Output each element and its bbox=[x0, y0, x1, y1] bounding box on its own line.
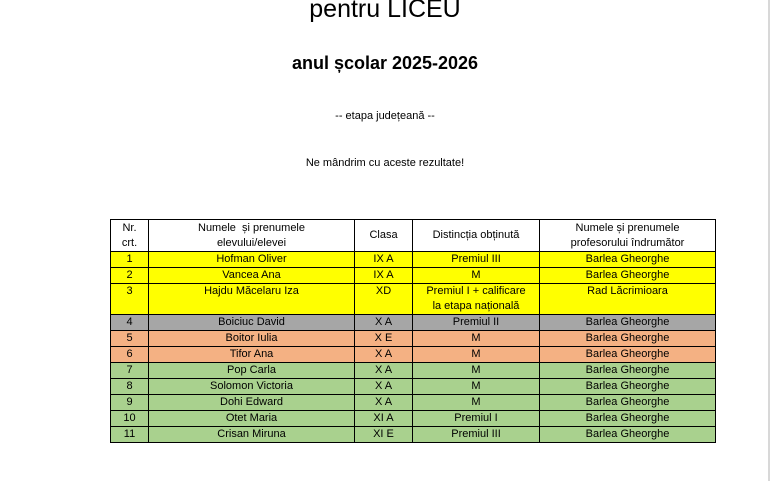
distinction-line: Premiul III bbox=[451, 253, 501, 265]
cell-student-name: Crisan Miruna bbox=[149, 427, 355, 443]
cell-distinction bbox=[413, 395, 540, 411]
cell-class: X A bbox=[355, 395, 413, 411]
table-row bbox=[111, 252, 716, 268]
cell-student-name: Solomon Victoria bbox=[149, 379, 355, 395]
results-body bbox=[111, 252, 716, 443]
cell-student-name: Pop Carla bbox=[149, 363, 355, 379]
cell-class: XD bbox=[355, 284, 413, 315]
results-table bbox=[110, 219, 716, 443]
cell-nr: 3 bbox=[111, 284, 149, 315]
cell-student-name: Boitor Iulia bbox=[149, 331, 355, 347]
stage-label: -- etapa județeană -- bbox=[335, 110, 435, 122]
cell-student-name: Otet Maria bbox=[149, 411, 355, 427]
cell-class: X A bbox=[355, 347, 413, 363]
header-nr-line-2: crt. bbox=[121, 236, 138, 249]
cell-nr: 8 bbox=[111, 379, 149, 395]
cell-teacher: Barlea Gheorghe bbox=[540, 363, 716, 379]
cell-distinction bbox=[413, 347, 540, 363]
cell-distinction bbox=[413, 252, 540, 268]
header-student-line-2: elevului/elevei bbox=[216, 236, 287, 249]
cell-distinction bbox=[413, 268, 540, 284]
table-row bbox=[111, 331, 716, 347]
cell-nr: 6 bbox=[111, 347, 149, 363]
cell-distinction bbox=[413, 331, 540, 347]
cell-student-name: Vancea Ana bbox=[149, 268, 355, 284]
cell-nr: 11 bbox=[111, 427, 149, 443]
cell-distinction bbox=[413, 363, 540, 379]
cell-class: IX A bbox=[355, 268, 413, 284]
cell-teacher: Barlea Gheorghe bbox=[540, 331, 716, 347]
table-row bbox=[111, 379, 716, 395]
distinction-line: Premiul I + calificare bbox=[426, 285, 526, 297]
distinction-line: M bbox=[471, 364, 481, 376]
distinction-line: Premiul III bbox=[451, 428, 501, 440]
cell-distinction bbox=[413, 315, 540, 331]
cell-teacher: Barlea Gheorghe bbox=[540, 268, 716, 284]
distinction-line: M bbox=[471, 269, 481, 281]
cell-teacher: Barlea Gheorghe bbox=[540, 427, 716, 443]
cell-student-name: Dohi Edward bbox=[149, 395, 355, 411]
header-distinction: Distincția obținută bbox=[413, 220, 540, 252]
header-student bbox=[149, 220, 355, 252]
cell-teacher: Barlea Gheorghe bbox=[540, 411, 716, 427]
cell-class: X A bbox=[355, 315, 413, 331]
header-teacher-line-1: Numele și prenumele bbox=[575, 221, 680, 234]
cell-teacher: Barlea Gheorghe bbox=[540, 252, 716, 268]
header-teacher bbox=[540, 220, 716, 252]
cell-nr: 10 bbox=[111, 411, 149, 427]
cell-student-name: Hofman Oliver bbox=[149, 252, 355, 268]
cell-teacher: Barlea Gheorghe bbox=[540, 315, 716, 331]
table-row bbox=[111, 284, 716, 315]
distinction-line: M bbox=[471, 348, 481, 360]
cell-class: X A bbox=[355, 363, 413, 379]
table-row bbox=[111, 347, 716, 363]
table-row bbox=[111, 315, 716, 331]
cell-class: X A bbox=[355, 379, 413, 395]
cell-class: IX A bbox=[355, 252, 413, 268]
cell-class: XI A bbox=[355, 411, 413, 427]
table-header-row bbox=[111, 220, 716, 252]
distinction-line: la etapa națională bbox=[432, 300, 520, 312]
document-title: pentru LICEU bbox=[309, 0, 461, 23]
cell-teacher: Rad Lăcrimioara bbox=[540, 284, 716, 315]
table-row bbox=[111, 411, 716, 427]
cell-teacher: Barlea Gheorghe bbox=[540, 379, 716, 395]
distinction-line: M bbox=[471, 396, 481, 408]
cell-nr: 1 bbox=[111, 252, 149, 268]
cell-teacher: Barlea Gheorghe bbox=[540, 395, 716, 411]
school-year-title: anul școlar 2025-2026 bbox=[291, 53, 479, 73]
header-nr bbox=[111, 220, 149, 252]
cell-nr: 2 bbox=[111, 268, 149, 284]
distinction-line: Premiul I bbox=[454, 412, 498, 424]
distinction-line: M bbox=[471, 380, 481, 392]
cell-teacher: Barlea Gheorghe bbox=[540, 347, 716, 363]
distinction-line: M bbox=[471, 332, 481, 344]
header-student-line-1: Numele și prenumele bbox=[198, 221, 305, 234]
cell-class: XI E bbox=[355, 427, 413, 443]
table-row bbox=[111, 268, 716, 284]
distinction-line: Premiul II bbox=[452, 316, 500, 328]
cell-distinction bbox=[413, 284, 540, 315]
cell-student-name: Hajdu Măcelaru Iza bbox=[149, 284, 355, 315]
header-class: Clasa bbox=[355, 220, 413, 252]
cell-nr: 5 bbox=[111, 331, 149, 347]
table-row bbox=[111, 363, 716, 379]
cell-distinction bbox=[413, 411, 540, 427]
cell-distinction bbox=[413, 379, 540, 395]
table-row bbox=[111, 395, 716, 411]
cell-nr: 7 bbox=[111, 363, 149, 379]
pride-message: Ne mândrim cu aceste rezultate! bbox=[305, 157, 465, 169]
header-nr-line-1: Nr. bbox=[122, 221, 137, 234]
header-teacher-line-2: profesorului îndrumător bbox=[570, 236, 685, 249]
cell-nr: 9 bbox=[111, 395, 149, 411]
cell-distinction bbox=[413, 427, 540, 443]
table-row bbox=[111, 427, 716, 443]
cell-student-name: Boiciuc David bbox=[149, 315, 355, 331]
cell-student-name: Tifor Ana bbox=[149, 347, 355, 363]
cell-class: X E bbox=[355, 331, 413, 347]
cell-nr: 4 bbox=[111, 315, 149, 331]
